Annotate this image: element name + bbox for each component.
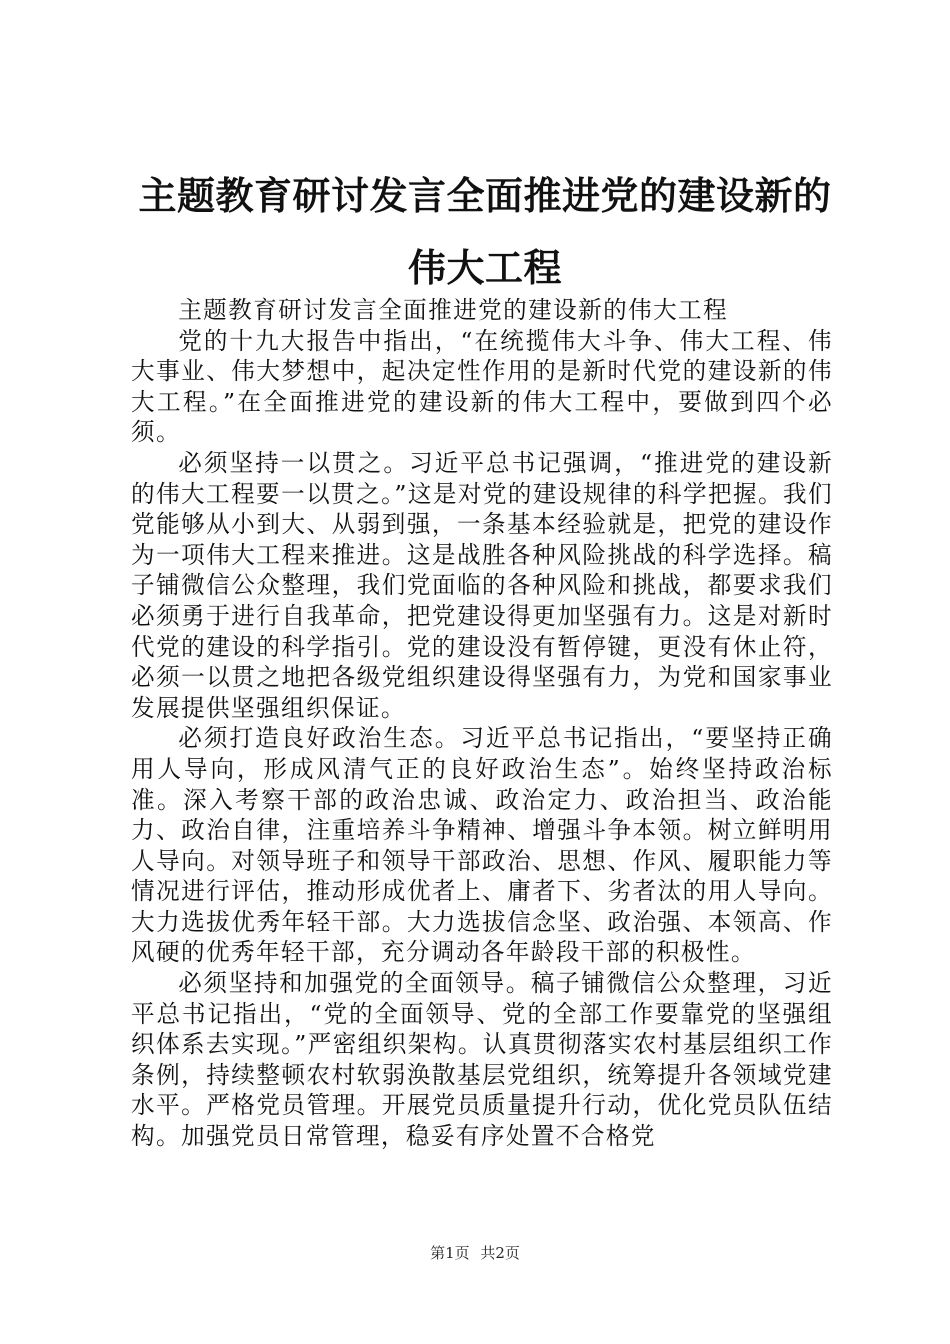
document-title: 主题教育研讨发言全面推进党的建设新的伟大工程 <box>138 173 832 290</box>
document-body <box>131 295 833 1152</box>
body-paragraph-party-leadership: 必须坚持和加强党的全面领导。稿子铺微信公众整理，习近平总书记指出，“党的全面领导、党的全部工作要靠党的坚强组织体系去实现。”严密组织架构。认真贯彻落实农村基层组织工作条例，持续整顿农村软弱涣散基层党组织，统筹提升各领域党建水平。严格党员管理。开展党员质量提升行动，优化党员队伍结构。加强党员日常管理，稳妥有序处置不合格党 <box>131 969 833 1151</box>
page-number: 第1页 <box>430 1244 470 1262</box>
body-paragraph-consistency: 必须坚持一以贯之。习近平总书记强调，“推进党的建设新的伟大工程要一以贯之。”这是对党的建设规律的科学把握。我们党能够从小到大、从弱到强，一条基本经验就是，把党的建设作为一项伟大工程来推进。这是战胜各种风险挑战的科学选择。稿子铺微信公众整理，我们党面临的各种风险和挑战，都要求我们必须勇于进行自我革命，把党建设得更加坚强有力。这是对新时代党的建设的科学指引。党的建设没有暂停键，更没有休止符，必须一以贯之地把各级党组织建设得坚强有力，为党和国家事业发展提供坚强组织保证。 <box>131 448 833 722</box>
page-total: 共2页 <box>480 1244 520 1262</box>
body-paragraph-subtitle: 主题教育研讨发言全面推进党的建设新的伟大工程 <box>178 296 729 324</box>
page-footer <box>0 1242 950 1263</box>
body-paragraph-political-ecology: 必须打造良好政治生态。习近平总书记指出，“要坚持正确用人导向，形成风清气正的良好政治生态”。始终坚持政治标准。深入考察干部的政治忠诚、政治定力、政治担当、政治能力、政治自律，注重培养斗争精神、增强斗争本领。树立鲜明用人导向。对领导班子和领导干部政治、思想、作风、履职能力等情况进行评估，推动形成优者上、庸者下、劣者汰的用人导向。大力选拔优秀年轻干部。大力选拔信念坚、政治强、本领高、作风硬的优秀年轻干部，充分调动各年龄段干部的积极性。 <box>131 724 833 967</box>
body-paragraph-intro: 党的十九大报告中指出，“在统揽伟大斗争、伟大工程、伟大事业、伟大梦想中，起决定性作用的是新时代党的建设新的伟大工程。”在全面推进党的建设新的伟大工程中，要做到四个必须。 <box>131 326 833 447</box>
